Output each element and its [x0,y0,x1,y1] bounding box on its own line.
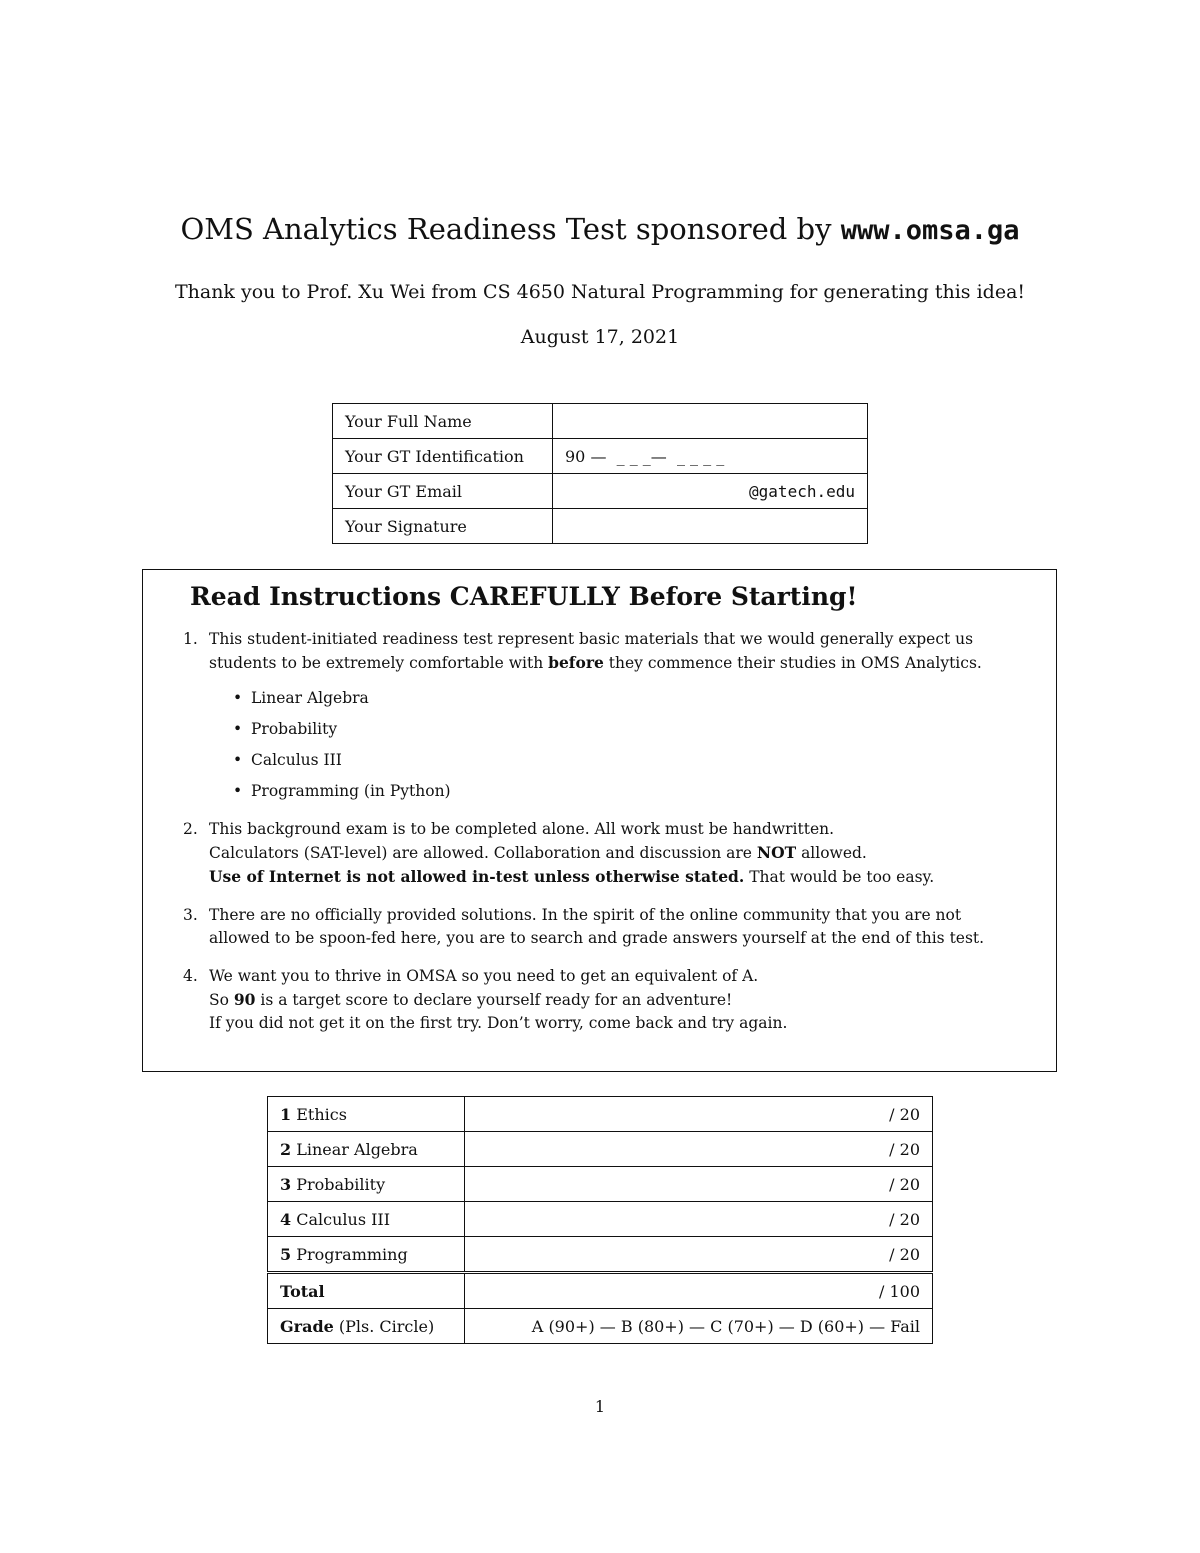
grade-label [268,1309,465,1344]
instruction-text [209,988,1053,1012]
full-name-label: Your Full Name [333,404,553,439]
grade-label-text: Grade [280,1316,334,1336]
table-row [333,404,868,439]
bullet-icon: • [233,689,243,707]
total-label [268,1273,465,1309]
page-title [0,212,1200,246]
score-field[interactable]: / 20 [465,1167,933,1202]
instruction-text [209,865,1053,889]
section-name: Programming [291,1244,408,1264]
instruction-text [209,651,1053,675]
text-segment: is a target score to declare yourself ready for an adventure! [255,991,733,1009]
signature-field[interactable] [553,509,868,544]
instruction-text: We want you to thrive in OMSA so you need to get an equivalent of A. [209,967,759,985]
page-number: 1 [594,1397,606,1416]
section-label [268,1202,465,1237]
title-website: www.omsa.ga [840,215,1020,246]
score-field[interactable]: / 20 [465,1097,933,1132]
table-row [333,439,868,474]
section-name: Probability [291,1174,386,1194]
grade-note: (Pls. Circle) [333,1316,435,1336]
list-item [209,780,1053,803]
list-item [209,749,1053,772]
table-row [268,1273,933,1309]
section-name: Linear Algebra [291,1139,418,1159]
instruction-text: allowed to be spoon-fed here, you are to search and grade answers yourself at the end of this test. [209,929,985,947]
topic-label: Programming (in Python) [251,782,451,800]
instruction-text: This background exam is to be completed alone. All work must be handwritten. [209,820,835,838]
instruction-text: There are no officially provided solutions. In the spirit of the online community that you are not [209,906,962,924]
item-number: 2. [183,820,198,838]
score-field[interactable]: / 20 [465,1237,933,1273]
section-number: 4 [280,1209,292,1229]
list-item [183,628,1053,803]
list-item [183,818,1053,889]
section-label [268,1132,465,1167]
document-date: August 17, 2021 [520,326,680,348]
emphasis-text: NOT [756,843,797,862]
section-number: 1 [280,1104,292,1124]
section-name: Ethics [291,1104,347,1124]
section-number: 3 [280,1174,292,1194]
gt-email-label: Your GT Email [333,474,553,509]
title-text: OMS Analytics Readiness Test sponsored by [180,212,841,246]
student-info-table [332,403,868,544]
text-segment: That would be too easy. [744,868,935,886]
topic-label: Linear Algebra [251,689,369,707]
gt-id-label: Your GT Identification [333,439,553,474]
table-row [333,509,868,544]
emphasis-text: 90 [233,990,256,1009]
topic-label: Probability [251,720,338,738]
instruction-text: This student-initiated readiness test represent basic materials that we would generally expect us [209,630,974,648]
section-label [268,1097,465,1132]
instruction-text [209,841,1053,865]
table-row [333,474,868,509]
table-row [268,1097,933,1132]
text-segment: allowed. [796,844,867,862]
instructions-heading: Read Instructions CAREFULLY Before Starting! [190,582,858,611]
section-label [268,1237,465,1273]
gt-email-field[interactable]: @gatech.edu [553,474,868,509]
list-item [183,904,1053,950]
gt-id-field[interactable]: 90 — _ _ _— _ _ _ _ [553,439,868,474]
text-segment: they commence their studies in OMS Analytics. [603,654,982,672]
emphasis-text: before [548,653,604,672]
signature-label: Your Signature [333,509,553,544]
list-item [183,965,1053,1035]
total-score-field[interactable]: / 100 [465,1273,933,1309]
score-table [267,1096,933,1344]
bullet-icon: • [233,720,243,738]
item-number: 4. [183,967,198,985]
section-name: Calculus III [291,1209,391,1229]
bullet-icon: • [233,751,243,769]
text-segment: Calculators (SAT-level) are allowed. Collaboration and discussion are [209,844,757,862]
list-item [209,718,1053,741]
item-number: 3. [183,906,198,924]
section-label [268,1167,465,1202]
instructions-list [183,628,1053,1050]
table-row [268,1309,933,1344]
grade-options[interactable]: A (90+) — B (80+) — C (70+) — D (60+) — Fail [465,1309,933,1344]
instructions-box [142,569,1057,1072]
text-segment: So [209,991,234,1009]
section-number: 5 [280,1244,292,1264]
score-field[interactable]: / 20 [465,1202,933,1237]
table-row [268,1202,933,1237]
table-row [268,1237,933,1273]
emphasis-text: Use of Internet is not allowed in-test unless otherwise stated. [209,867,745,886]
total-label-text: Total [280,1281,325,1301]
score-field[interactable]: / 20 [465,1132,933,1167]
section-number: 2 [280,1139,292,1159]
table-row [268,1167,933,1202]
text-segment: students to be extremely comfortable with [209,654,549,672]
full-name-field[interactable] [553,404,868,439]
topic-label: Calculus III [251,751,342,769]
acknowledgement: Thank you to Prof. Xu Wei from CS 4650 Natural Programming for generating this idea! [174,281,1026,303]
instruction-text: If you did not get it on the first try. Don’t worry, come back and try again. [209,1014,788,1032]
topic-list [209,687,1053,803]
bullet-icon: • [233,782,243,800]
item-number: 1. [183,630,198,648]
table-row [268,1132,933,1167]
list-item [209,687,1053,710]
